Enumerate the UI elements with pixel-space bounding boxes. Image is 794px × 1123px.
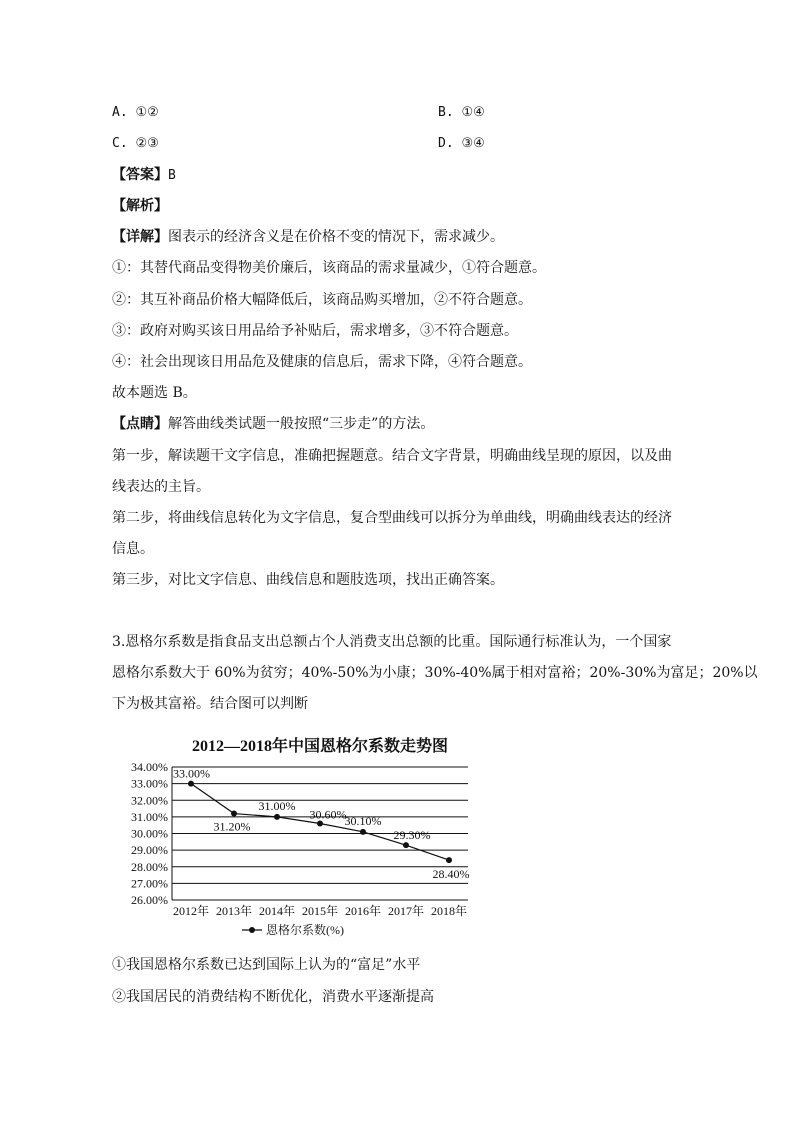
answer-label: 【答案】 (112, 167, 168, 183)
statement-1: ①我国恩格尔系数已达到国际上认为的“富足”水平 (112, 957, 421, 973)
y-tick-label: 30.00% (131, 826, 168, 841)
data-point (360, 829, 366, 835)
x-tick-label: 2012年 (172, 904, 210, 918)
x-tick-label: 2016年 (344, 904, 382, 918)
data-point (446, 857, 452, 863)
conclusion: 故本题选 B。 (112, 385, 197, 401)
detail-line (112, 227, 504, 247)
step-line-4: 信息。 (112, 541, 154, 557)
chart-title: 2012—2018年中国恩格尔系数走势图 (191, 738, 449, 755)
answer-value: B (168, 168, 176, 183)
question3-line-2: 恩格尔系数大于 60%为贫穷；40%-50%为小康；30%-40%属于相对富裕；20%-30%为富足；20%以 (112, 665, 758, 681)
step-line-2: 线表达的主旨。 (112, 479, 210, 495)
data-label: 30.10% (344, 813, 382, 828)
analysis-item-3: ③：政府对购买该日用品给予补贴后，需求增多，③不符合题意。 (112, 323, 518, 339)
x-tick-label: 2014年 (258, 904, 296, 918)
x-tick-label: 2017年 (387, 904, 425, 918)
option-d: D. ③④ (438, 136, 485, 151)
question3-line-1: 3.恩格尔系数是指食品支出总额占个人消费支出总额的比重。国际通行标准认为，一个国家 (112, 634, 672, 650)
statement-2: ②我国居民的消费结构不断优化，消费水平逐渐提高 (112, 989, 434, 1005)
y-tick-label: 31.00% (131, 809, 168, 824)
engel-coefficient-chart (112, 732, 482, 947)
data-label: 29.30% (393, 828, 431, 843)
tip-line (112, 414, 434, 434)
step-line-5: 第三步，对比文字信息、曲线信息和题肢选项，找出正确答案。 (112, 572, 504, 588)
legend-marker (249, 927, 255, 933)
analysis-item-1: ①：其替代商品变得物美价廉后，该商品的需求量减少，①符合题意。 (112, 260, 546, 276)
option-a: A. ①② (112, 105, 159, 120)
step-line-3: 第二步，将曲线信息转化为文字信息，复合型曲线可以拆分为单曲线，明确曲线表达的经济 (112, 510, 672, 526)
data-label: 31.00% (258, 798, 296, 813)
data-label: 31.20% (213, 819, 251, 834)
answer-line (112, 165, 176, 186)
analysis-item-4: ④：社会出现该日用品危及健康的信息后，需求下降，④符合题意。 (112, 354, 532, 370)
x-tick-label: 2015年 (301, 904, 339, 918)
step-line-1: 第一步，解读题干文字信息，准确把握题意。结合文字背景，明确曲线呈现的原因，以及曲 (112, 448, 672, 464)
data-point (188, 781, 194, 787)
analysis-label: 【解析】 (112, 198, 168, 214)
detail-text: 图表示的经济含义是在价格不变的情况下，需求减少。 (168, 229, 504, 245)
y-tick-label: 33.00% (131, 776, 168, 791)
y-tick-label: 28.00% (131, 859, 168, 874)
tip-label: 【点睛】 (112, 416, 168, 432)
option-c: C. ②③ (112, 136, 159, 151)
data-point (403, 842, 409, 848)
data-label: 28.40% (432, 867, 470, 882)
analysis-item-2: ②：其互补商品价格大幅降低后，该商品购买增加，②不符合题意。 (112, 292, 532, 308)
y-tick-label: 32.00% (131, 793, 168, 808)
y-tick-label: 27.00% (131, 876, 168, 891)
x-tick-label: 2018年 (430, 904, 468, 918)
legend-label: 恩格尔系数(%) (266, 923, 344, 937)
y-tick-label: 29.00% (131, 843, 168, 858)
option-b: B. ①④ (438, 105, 485, 120)
data-label: 30.60% (309, 807, 347, 822)
y-tick-label: 26.00% (131, 893, 168, 907)
tip-text: 解答曲线类试题一般按照“三步走”的方法。 (168, 416, 435, 432)
data-point (231, 811, 237, 817)
data-label: 33.00% (173, 766, 210, 781)
question3-line-3: 下为极其富裕。结合图可以判断 (112, 696, 308, 712)
detail-label: 【详解】 (112, 229, 168, 245)
data-point (274, 814, 280, 820)
x-tick-label: 2013年 (215, 904, 253, 918)
y-tick-label: 34.00% (131, 760, 168, 774)
